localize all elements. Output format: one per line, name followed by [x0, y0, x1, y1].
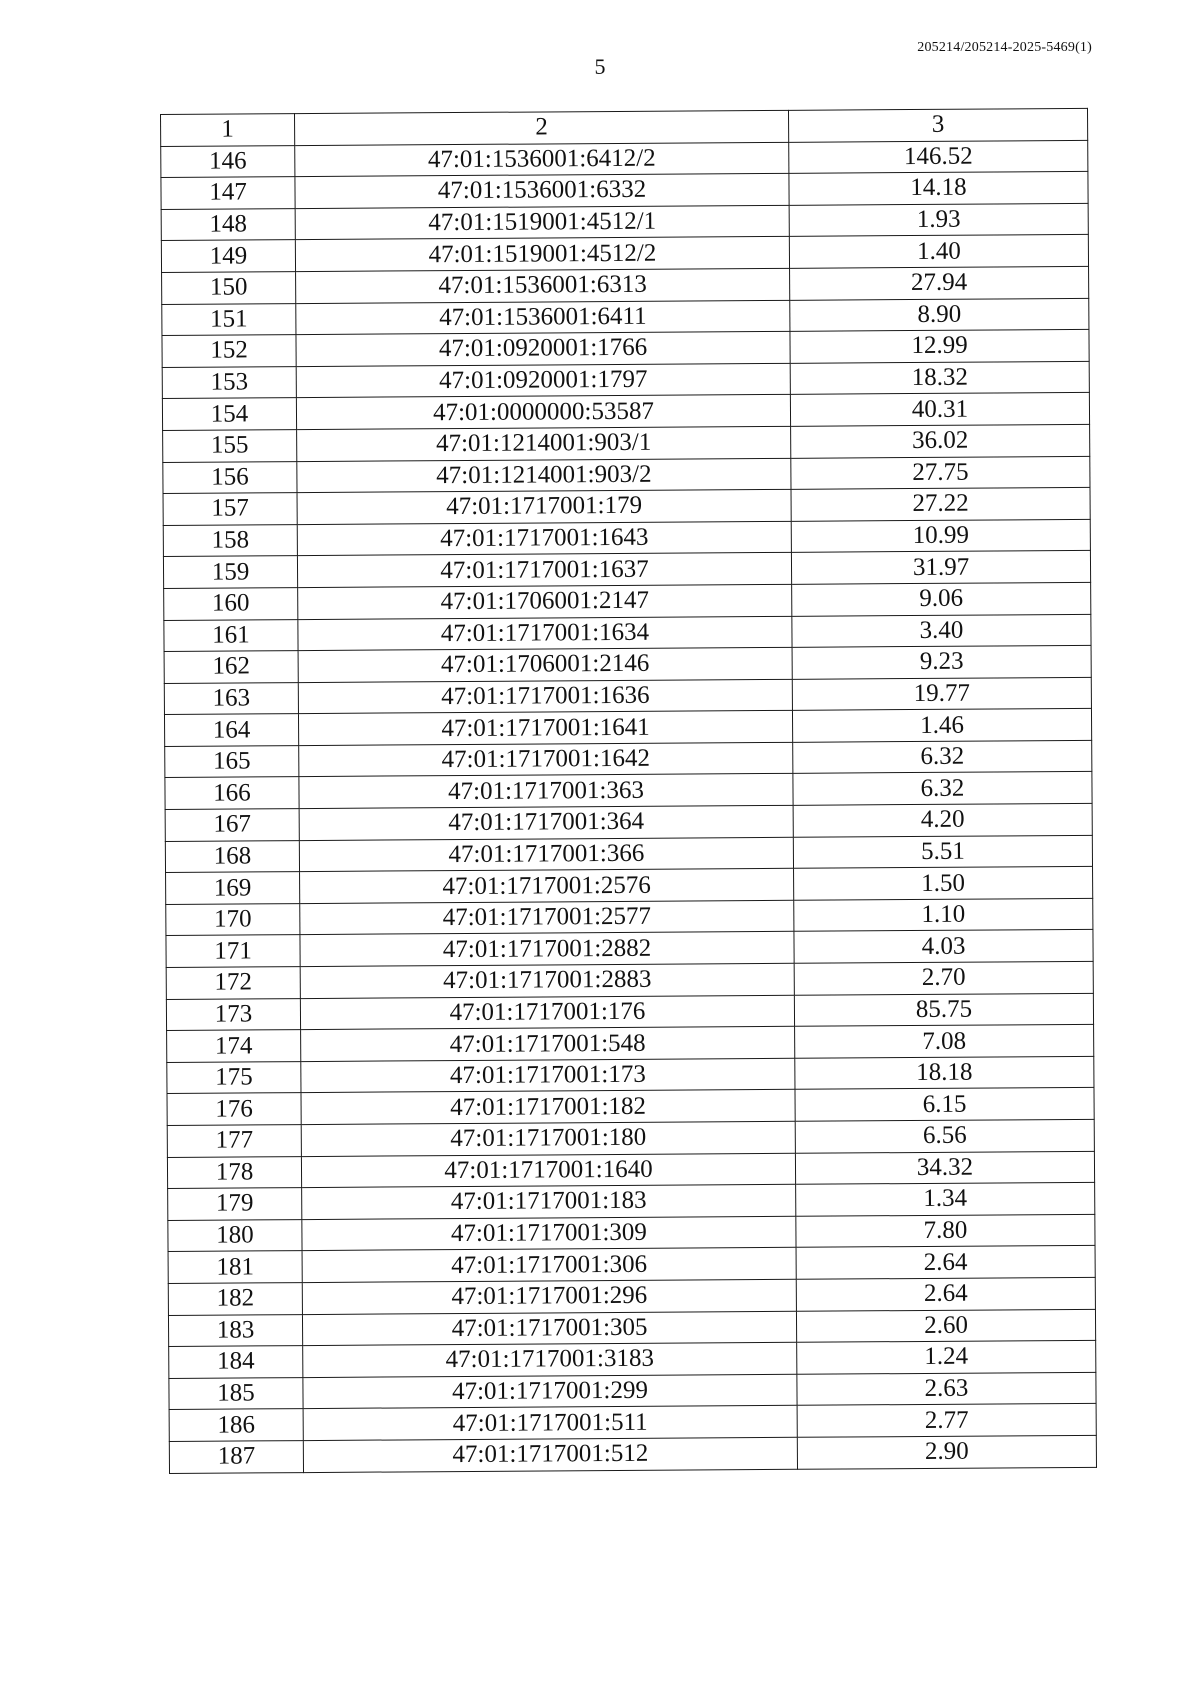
row-number-cell: 185 — [169, 1377, 303, 1409]
row-number-cell: 162 — [164, 651, 298, 683]
cadastral-number-cell: 47:01:1519001:4512/1 — [295, 205, 789, 240]
value-cell: 7.80 — [796, 1214, 1095, 1248]
value-cell: 40.31 — [790, 393, 1089, 427]
value-cell: 14.18 — [789, 172, 1088, 206]
cadastral-number-cell: 47:01:1717001:1643 — [297, 521, 791, 556]
cadastral-number-cell: 47:01:1717001:3183 — [303, 1342, 797, 1377]
row-number-cell: 184 — [169, 1346, 303, 1378]
row-number-cell: 157 — [163, 493, 297, 525]
cadastral-number-cell: 47:01:0000000:53587 — [296, 395, 790, 430]
cadastral-number-cell: 47:01:1717001:306 — [302, 1248, 796, 1283]
cadastral-number-cell: 47:01:1706001:2146 — [298, 647, 792, 682]
cadastral-number-cell: 47:01:1717001:305 — [302, 1311, 796, 1346]
value-cell: 9.06 — [792, 582, 1091, 616]
row-number-cell: 168 — [165, 840, 299, 872]
value-cell: 1.10 — [794, 898, 1093, 932]
cadastral-number-cell: 47:01:0920001:1766 — [296, 331, 790, 366]
row-number-cell: 179 — [168, 1188, 302, 1220]
row-number-cell: 165 — [165, 745, 299, 777]
row-number-cell: 171 — [166, 935, 300, 967]
value-cell: 1.93 — [789, 203, 1088, 237]
value-cell: 18.18 — [795, 1056, 1094, 1090]
cadastral-number-cell: 47:01:1717001:364 — [299, 805, 793, 840]
row-number-cell: 163 — [164, 682, 298, 714]
cadastral-number-cell: 47:01:1717001:2577 — [300, 900, 794, 935]
row-number-cell: 161 — [164, 619, 298, 651]
row-number-cell: 158 — [163, 524, 297, 556]
cadastral-number-cell: 47:01:1717001:179 — [297, 489, 791, 524]
row-number-cell: 164 — [164, 714, 298, 746]
value-cell: 6.15 — [795, 1088, 1094, 1122]
value-cell: 1.24 — [797, 1340, 1096, 1374]
cadastral-number-cell: 47:01:1717001:548 — [301, 1027, 795, 1062]
row-number-cell: 173 — [166, 998, 300, 1030]
row-number-cell: 159 — [163, 556, 297, 588]
value-cell: 7.08 — [795, 1025, 1094, 1059]
row-number-cell: 166 — [165, 777, 299, 809]
value-cell: 2.64 — [796, 1277, 1095, 1311]
cadastral-number-cell: 47:01:1717001:2883 — [300, 963, 794, 998]
value-cell: 27.22 — [791, 487, 1090, 521]
row-number-cell: 170 — [166, 903, 300, 935]
cadastral-number-cell: 47:01:1717001:511 — [303, 1406, 797, 1441]
value-cell: 18.32 — [790, 361, 1089, 395]
page-number: 5 — [594, 54, 606, 79]
value-cell: 12.99 — [790, 330, 1089, 364]
value-cell: 3.40 — [792, 614, 1091, 648]
value-cell: 2.64 — [796, 1246, 1095, 1280]
cadastral-number-cell: 47:01:1717001:1642 — [299, 742, 793, 777]
value-cell: 2.63 — [797, 1372, 1096, 1406]
value-cell: 31.97 — [791, 551, 1090, 585]
table-body — [161, 108, 1097, 1473]
cadastral-number-cell: 47:01:1717001:2882 — [300, 932, 794, 967]
cadastral-number-cell: 47:01:1717001:296 — [302, 1279, 796, 1314]
cadastral-number-cell: 47:01:1717001:176 — [300, 995, 794, 1030]
value-cell: 36.02 — [791, 424, 1090, 458]
value-cell: 1.40 — [789, 235, 1088, 269]
cadastral-number-cell: 47:01:1717001:299 — [303, 1374, 797, 1409]
cadastral-number-cell: 47:01:1717001:173 — [301, 1058, 795, 1093]
row-number-cell: 187 — [169, 1441, 303, 1473]
header-cell-3: 3 — [788, 108, 1087, 142]
document-id: 205214/205214-2025-5469(1) — [917, 40, 1092, 55]
value-cell: 6.56 — [795, 1119, 1094, 1153]
cadastral-number-cell: 47:01:1717001:2576 — [300, 869, 794, 904]
row-number-cell: 167 — [165, 809, 299, 841]
cadastral-number-cell: 47:01:1717001:1636 — [298, 679, 792, 714]
row-number-cell: 149 — [161, 240, 295, 272]
cadastral-number-cell: 47:01:1717001:1641 — [298, 711, 792, 746]
value-cell: 27.75 — [791, 456, 1090, 490]
row-number-cell: 147 — [161, 177, 295, 209]
table-row — [169, 1435, 1096, 1473]
value-cell: 5.51 — [793, 835, 1092, 869]
value-cell: 2.60 — [796, 1309, 1095, 1343]
row-number-cell: 152 — [162, 335, 296, 367]
row-number-cell: 182 — [168, 1283, 302, 1315]
row-number-cell: 183 — [168, 1314, 302, 1346]
value-cell: 8.90 — [790, 298, 1089, 332]
cadastral-number-cell: 47:01:1536001:6411 — [296, 300, 790, 335]
row-number-cell: 186 — [169, 1409, 303, 1441]
row-number-cell: 177 — [167, 1125, 301, 1157]
value-cell: 2.70 — [794, 961, 1093, 995]
value-cell: 4.03 — [794, 930, 1093, 964]
cadastral-number-cell: 47:01:1717001:512 — [303, 1437, 797, 1472]
cadastral-number-cell: 47:01:1706001:2147 — [298, 584, 792, 619]
cadastral-number-cell: 47:01:1717001:182 — [301, 1090, 795, 1125]
cadastral-number-cell: 47:01:1214001:903/1 — [297, 426, 791, 461]
row-number-cell: 156 — [163, 461, 297, 493]
cadastral-number-cell: 47:01:1717001:180 — [301, 1121, 795, 1156]
cadastral-number-cell: 47:01:0920001:1797 — [296, 363, 790, 398]
value-cell: 6.32 — [793, 740, 1092, 774]
row-number-cell: 178 — [167, 1156, 301, 1188]
value-cell: 146.52 — [789, 140, 1088, 174]
row-number-cell: 154 — [162, 398, 296, 430]
row-number-cell: 148 — [161, 208, 295, 240]
row-number-cell: 172 — [166, 967, 300, 999]
row-number-cell: 146 — [161, 145, 295, 177]
value-cell: 85.75 — [794, 993, 1093, 1027]
value-cell: 1.50 — [794, 867, 1093, 901]
header-cell-1: 1 — [161, 114, 295, 146]
cadastral-number-cell: 47:01:1717001:1640 — [301, 1153, 795, 1188]
row-number-cell: 169 — [166, 872, 300, 904]
row-number-cell: 174 — [167, 1030, 301, 1062]
cadastral-number-cell: 47:01:1717001:1637 — [297, 553, 791, 588]
cadastral-number-cell: 47:01:1519001:4512/2 — [295, 237, 789, 272]
value-cell: 34.32 — [795, 1151, 1094, 1185]
cadastral-number-cell: 47:01:1536001:6313 — [296, 268, 790, 303]
value-cell: 6.32 — [793, 772, 1092, 806]
cadastral-number-cell: 47:01:1214001:903/2 — [297, 458, 791, 493]
cadastral-number-cell: 47:01:1717001:1634 — [298, 616, 792, 651]
row-number-cell: 160 — [164, 588, 298, 620]
header-cell-2: 2 — [295, 110, 789, 145]
row-number-cell: 176 — [167, 1093, 301, 1125]
row-number-cell: 150 — [162, 272, 296, 304]
value-cell: 1.34 — [796, 1183, 1095, 1217]
value-cell: 4.20 — [793, 803, 1092, 837]
cadastral-number-cell: 47:01:1717001:363 — [299, 774, 793, 809]
value-cell: 1.46 — [792, 709, 1091, 743]
row-number-cell: 151 — [162, 303, 296, 335]
value-cell: 10.99 — [791, 519, 1090, 553]
row-number-cell: 181 — [168, 1251, 302, 1283]
value-cell: 2.90 — [797, 1435, 1096, 1469]
value-cell: 19.77 — [792, 677, 1091, 711]
cadastral-number-cell: 47:01:1717001:366 — [299, 837, 793, 872]
row-number-cell: 175 — [167, 1061, 301, 1093]
row-number-cell: 153 — [162, 366, 296, 398]
value-cell: 2.77 — [797, 1404, 1096, 1438]
data-table — [160, 108, 1097, 1474]
cadastral-number-cell: 47:01:1717001:183 — [302, 1184, 796, 1219]
value-cell: 27.94 — [790, 266, 1089, 300]
row-number-cell: 180 — [168, 1219, 302, 1251]
cadastral-number-cell: 47:01:1536001:6412/2 — [295, 142, 789, 177]
cadastral-number-cell: 47:01:1536001:6332 — [295, 174, 789, 209]
value-cell: 9.23 — [792, 645, 1091, 679]
cadastral-number-cell: 47:01:1717001:309 — [302, 1216, 796, 1251]
row-number-cell: 155 — [163, 430, 297, 462]
